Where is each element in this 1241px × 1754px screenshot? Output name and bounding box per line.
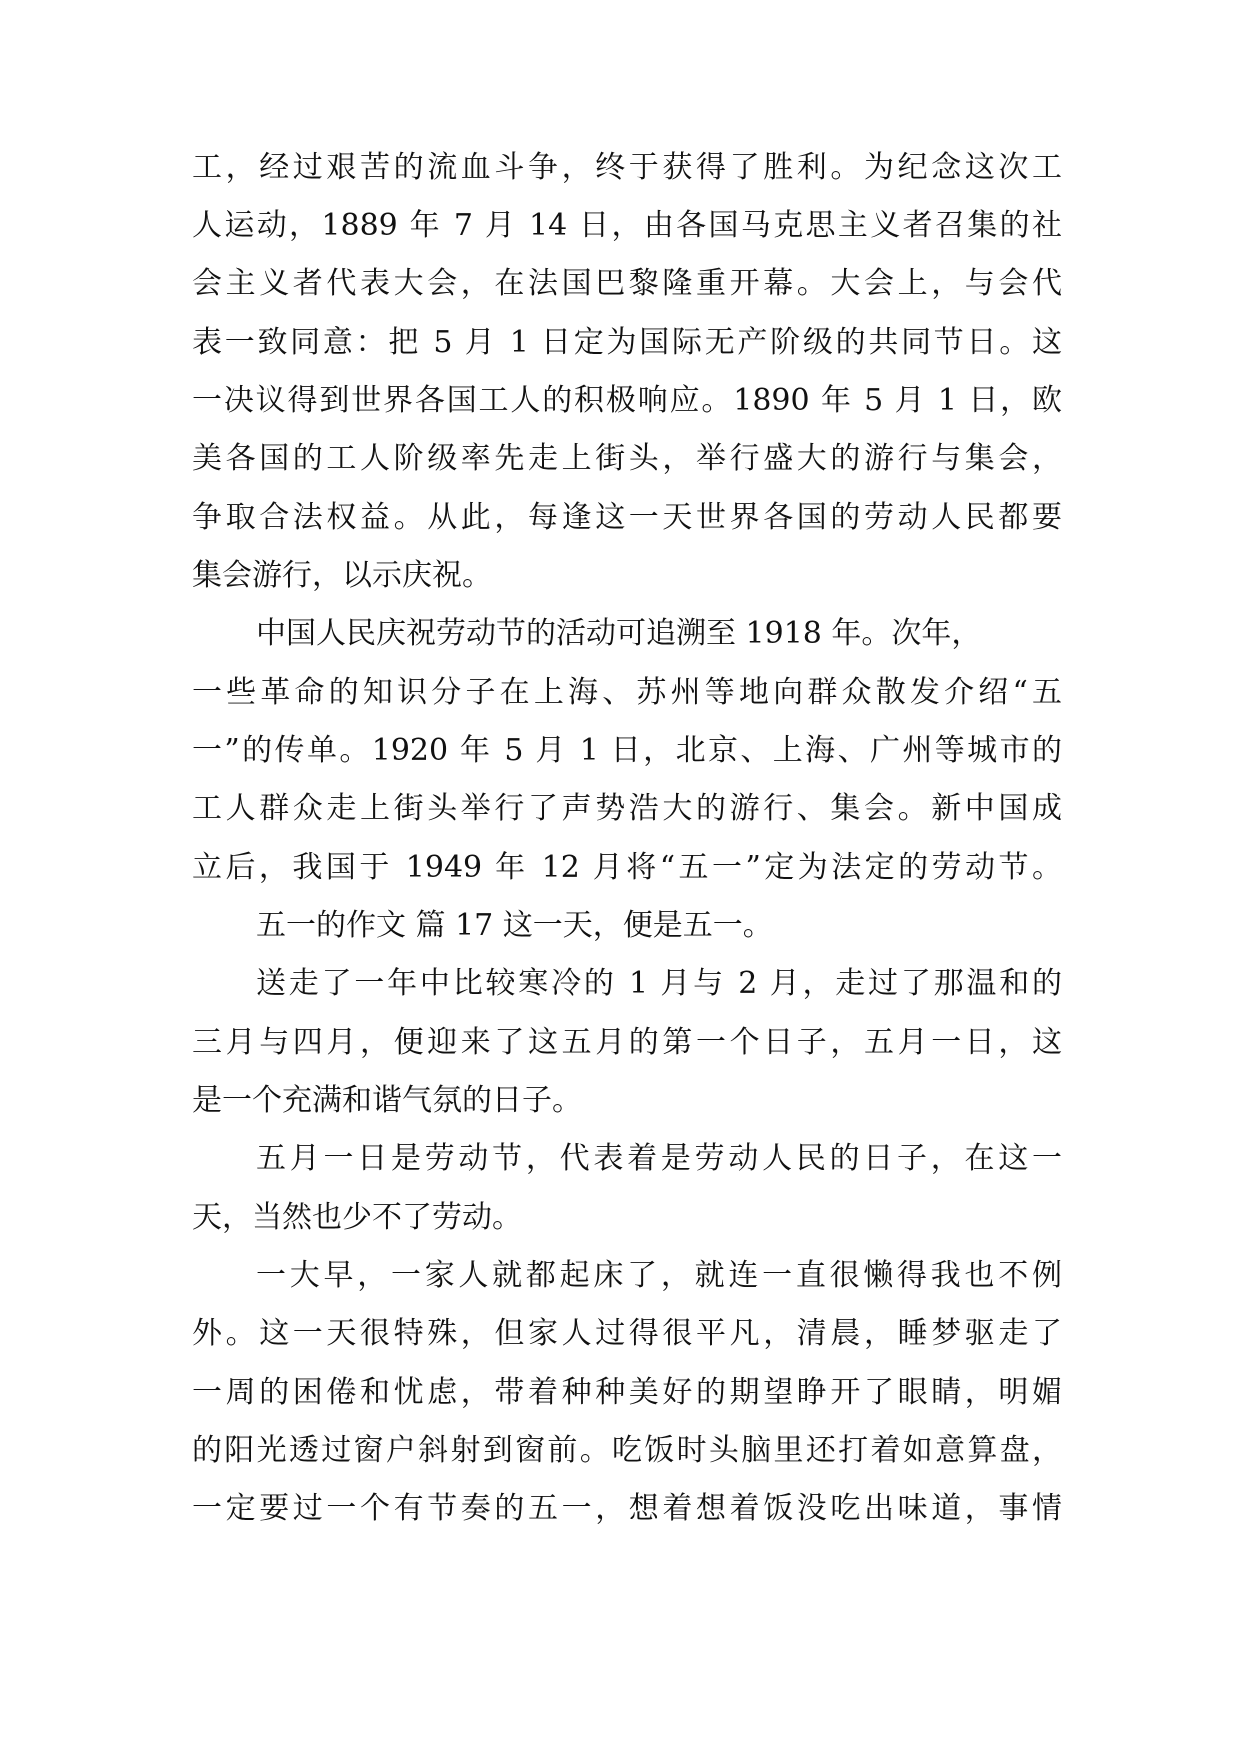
text-line: 集会游行，以示庆祝。 (192, 558, 492, 593)
text-line: 一大早，一家人就都起床了，就连一直很懒得我也不例 (256, 1258, 1062, 1293)
text-line: 送走了一年中比较寒冷的 1 月与 2 月，走过了那温和的 (256, 966, 1062, 1001)
text-line: 一”的传单。1920 年 5 月 1 日，北京、上海、广州等城市的 (192, 733, 1062, 768)
text-line: 中国人民庆祝劳动节的活动可追溯至 1918 年。次年， (256, 616, 982, 651)
text-line: 一些革命的知识分子在上海、苏州等地向群众散发介绍“五 (192, 675, 1062, 710)
text-line: 人运动，1889 年 7 月 14 日，由各国马克思主义者召集的社 (192, 208, 1062, 243)
text-line: 工，经过艰苦的流血斗争，终于获得了胜利。为纪念这次工 (192, 150, 1062, 185)
text-line: 一定要过一个有节奏的五一，想着想着饭没吃出味道，事情 (192, 1491, 1062, 1526)
text-line: 三月与四月，便迎来了这五月的第一个日子，五月一日，这 (192, 1025, 1062, 1060)
text-line: 五月一日是劳动节，代表着是劳动人民的日子，在这一 (256, 1141, 1062, 1176)
text-line: 会主义者代表大会，在法国巴黎隆重开幕。大会上，与会代 (192, 266, 1062, 301)
section-heading-line: 五一的作文 篇 17 这一天，便是五一。 (256, 908, 773, 943)
text-line: 美各国的工人阶级率先走上街头，举行盛大的游行与集会， (192, 441, 1062, 476)
text-line: 表一致同意：把 5 月 1 日定为国际无产阶级的共同节日。这 (192, 325, 1062, 360)
text-line: 争取合法权益。从此，每逢这一天世界各国的劳动人民都要 (192, 500, 1062, 535)
text-line: 外。这一天很特殊，但家人过得很平凡，清晨，睡梦驱走了 (192, 1316, 1062, 1351)
text-line: 一周的困倦和忧虑，带着种种美好的期望睁开了眼睛，明媚 (192, 1375, 1062, 1410)
text-line: 立后，我国于 1949 年 12 月将“五一”定为法定的劳动节。 (192, 850, 1062, 885)
text-line: 工人群众走上街头举行了声势浩大的游行、集会。新中国成 (192, 791, 1062, 826)
text-line: 是一个充满和谐气氛的日子。 (192, 1083, 582, 1118)
text-line: 一决议得到世界各国工人的积极响应。1890 年 5 月 1 日，欧 (192, 383, 1062, 418)
text-line: 天，当然也少不了劳动。 (192, 1200, 522, 1235)
text-line: 的阳光透过窗户斜射到窗前。吃饭时头脑里还打着如意算盘， (192, 1433, 1062, 1468)
